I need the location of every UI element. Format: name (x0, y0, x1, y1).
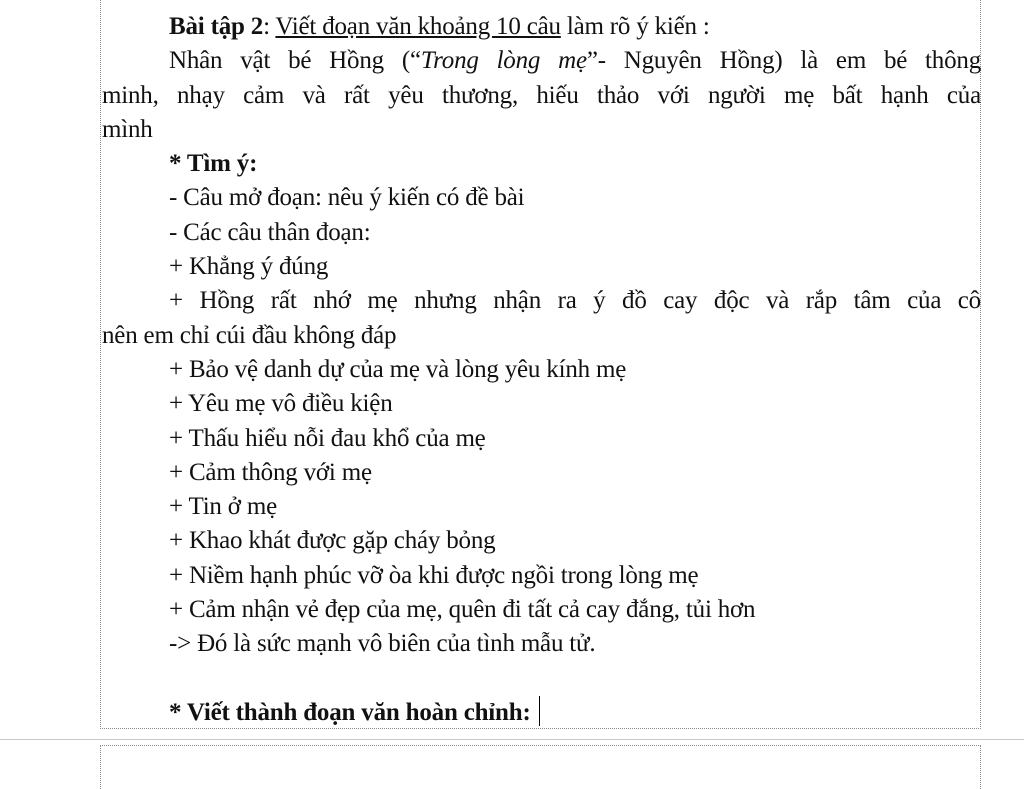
exercise-title: Viết đoạn văn khoảng 10 câu (275, 13, 561, 40)
body-heading: - Các câu thân đoạn: (169, 218, 371, 246)
list-item: + Niềm hạnh phúc vỡ òa khi được ngồi trong lòng mẹ (169, 561, 699, 589)
write-heading (102, 696, 981, 730)
list-item: + Cảm nhận vẻ đẹp của mẹ, quên đi tất cả cay đắng, tủi hơn (169, 596, 756, 624)
write-heading-text: * Viết thành đoạn văn hoàn chỉnh: (169, 698, 531, 726)
opening-sentence: - Câu mở đoạn: nêu ý kiến có đề bài (169, 184, 525, 212)
document-body[interactable] (102, 10, 981, 730)
thesis-line-3: mình (102, 115, 153, 143)
list-item: + Thấu hiểu nỗi đau khổ của mẹ (169, 424, 486, 452)
list-item: + Bảo vệ danh dự của mẹ và lòng yêu kính mẹ (169, 355, 627, 383)
page-separator (0, 739, 1024, 740)
list-item: + Cảm thông với mẹ (169, 458, 372, 486)
list-item: + Yêu mẹ vô điều kiện (169, 390, 393, 418)
exercise-title-rest: làm rõ ý kiến : (560, 13, 710, 40)
exercise-label: Bài tập 2 (169, 13, 264, 40)
list-item: + Tin ở mẹ (169, 493, 277, 521)
conclusion: -> Đó là sức mạnh vô biên của tình mẫu tử. (169, 630, 596, 658)
work-title: Trong lòng mẹ (420, 47, 587, 75)
text-cursor (539, 696, 540, 726)
thesis-line-1 (102, 44, 981, 78)
thesis-line-2: minh, nhạy cảm và rất yêu thương, hiếu thảo với người mẹ bất hạnh của (102, 81, 981, 109)
empty-line (102, 662, 981, 696)
thesis-start: Nhân vật bé Hồng (“ (169, 47, 421, 75)
list-item: + Khao khát được gặp cháy bỏng (169, 527, 496, 555)
thesis-end: ”- Nguyên Hồng) là em bé thông (586, 47, 981, 75)
point-aunt-line-1: + Hồng rất nhớ mẹ nhưng nhận ra ý đồ cay độc và rắp tâm của cô (169, 287, 981, 315)
exercise-colon: : (263, 13, 270, 40)
page-bottom (100, 745, 981, 789)
point-aunt-line-2: nên em chỉ cúi đầu không đáp (102, 321, 397, 349)
find-ideas-heading (102, 147, 981, 181)
exercise-heading (102, 10, 981, 44)
find-ideas-text: * Tìm ý: (169, 150, 258, 178)
point-affirm: + Khẳng ý đúng (169, 253, 329, 281)
